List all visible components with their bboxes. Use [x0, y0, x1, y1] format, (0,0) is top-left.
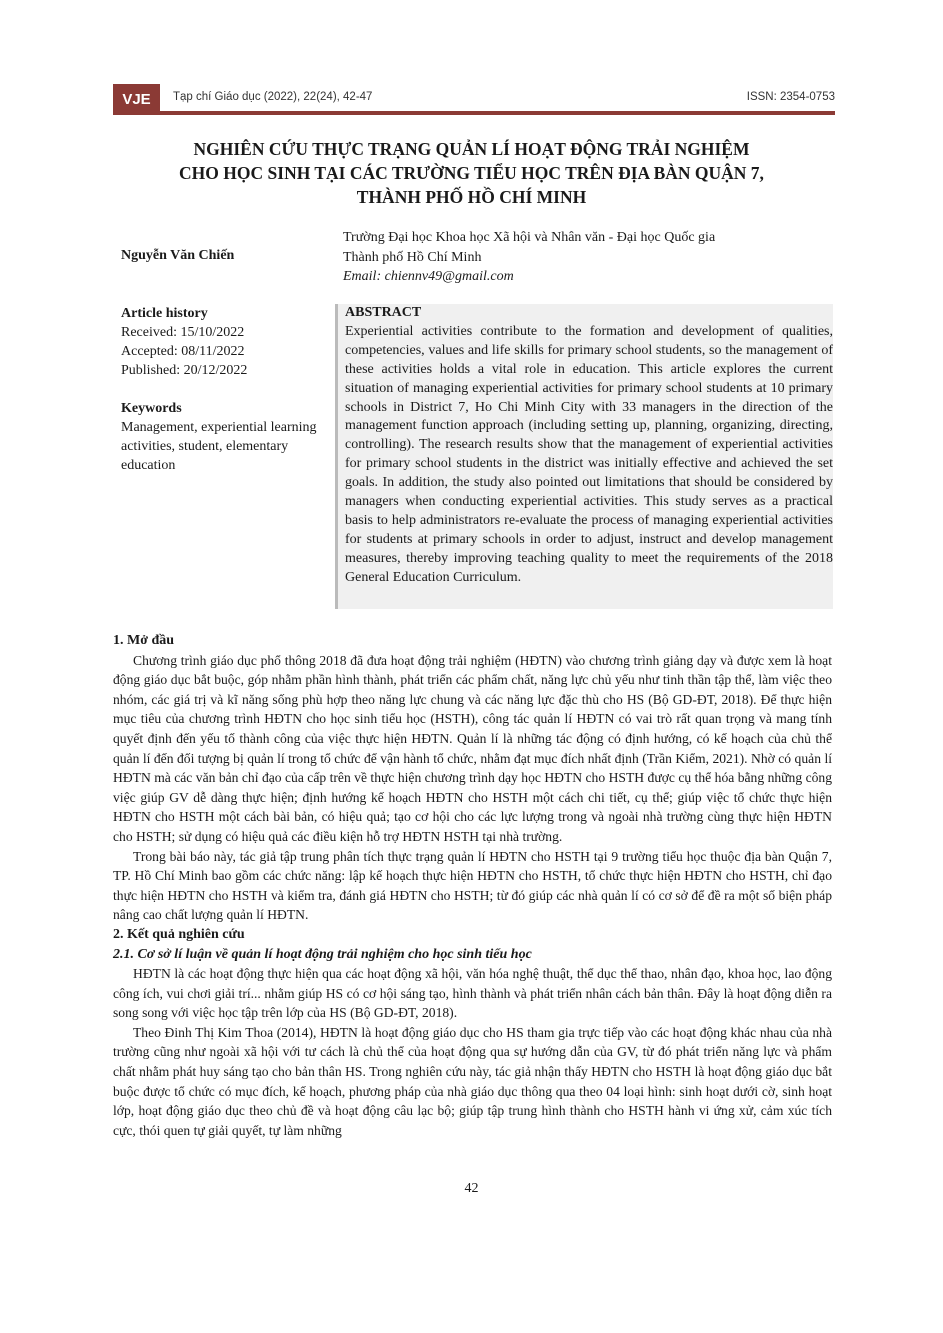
journal-logo: VJE — [113, 84, 160, 115]
keywords-text: Management, experiential learning activities, student, elementary education — [121, 420, 317, 473]
keywords-heading: Keywords — [121, 401, 182, 416]
title-line: THÀNH PHỐ HỒ CHÍ MINH — [356, 187, 587, 207]
affiliation — [343, 228, 715, 287]
author-name: Nguyễn Văn Chiến — [121, 248, 235, 263]
article-title — [100, 137, 843, 209]
section-heading: 2. Kết quả nghiên cứu — [113, 926, 245, 942]
subsection-heading: 2.1. Cơ sở lí luận về quản lí hoạt động trải nghiệm cho học sinh tiểu học — [113, 946, 532, 962]
history-heading: Article history — [121, 306, 208, 321]
affiliation-line: Trường Đại học Khoa học Xã hội và Nhân văn - Đại học Quốc gia — [343, 230, 716, 245]
author-email[interactable]: Email: chiennv49@gmail.com — [343, 269, 514, 284]
issn: ISSN: 2354-0753 — [746, 91, 835, 103]
published-date: Published: 20/12/2022 — [121, 363, 248, 378]
page-number: 42 — [464, 1181, 479, 1196]
affiliation-line: Thành phố Hồ Chí Minh — [343, 249, 482, 265]
journal-citation: Tạp chí Giáo dục (2022), 22(24), 42-47 — [173, 91, 373, 103]
paragraph: Theo Đinh Thị Kim Thoa (2014), HĐTN là hoạt động giáo dục cho HS tham gia trực tiếp vào các hoạt động khác nhau của nhà trường cũng như ngoài xã hội với tư cách là chủ thể của hoạt động qua sự hướng dẫn của GV, từ đó phát triển năng lực và phẩm chất nhằm phát huy sáng tạo cho bản thân HS. Trong nghiên cứu này, tác giả nhận thấy HĐTN cho HSTH là hoạt động giáo dục bắt buộc được tổ chức có mục đích, kế hoạch, phương pháp của nhà giáo dục thông qua theo 04 loại hình: sinh hoạt dưới cờ, sinh hoạt lớp, hoạt động giáo dục theo chủ đề và hoạt động câu lạc bộ; giúp tập trung hình thành cho HSTH hành vi ứng xử, cảm xúc tích cực, thói quen tự giải quyết, tự làm những — [113, 1024, 832, 1138]
article-body — [113, 631, 832, 1140]
abstract-heading: ABSTRACT — [345, 305, 422, 320]
title-line: CHO HỌC SINH TẠI CÁC TRƯỜNG TIỂU HỌC TRÊN ĐỊA BÀN QUẬN 7, — [179, 163, 764, 183]
article-meta — [121, 304, 321, 475]
accepted-date: Accepted: 08/11/2022 — [121, 344, 245, 359]
abstract-box — [335, 304, 833, 609]
title-line: NGHIÊN CỨU THỰC TRẠNG QUẢN LÍ HOẠT ĐỘNG TRẢI NGHIỆM — [193, 139, 750, 159]
paragraph: Chương trình giáo dục phổ thông 2018 đã đưa hoạt động trải nghiệm (HĐTN) vào chương trình giảng dạy và được xem là hoạt động giáo dục bắt buộc, góp nhằm phần hình thành, phát triển các phẩm chất, năng lực chủ yếu như tinh thần tập thể, làm việc theo nhóm, các giá trị và kĩ năng sống phù hợp theo năng lực chung và các năng lực đặc thù cho HS (Bộ GD-ĐT, 2018). Để thực hiện mục tiêu của chương trình HĐTN cho học sinh tiểu học (HSTH), công tác quản lí HĐTN có vai trò rất quan trọng và mang tính quyết định đến yếu tố thành công của việc thực hiện HĐTN. Quản lí là những tác động có định hướng, có kế hoạch của chủ thể quản lí đến đối tượng bị quản lí trong tổ chức để vận hành tổ chức, nhằm đạt mục đích nhất định (Trần Kiểm, 2021). Nhờ có quản lí HĐTN mà các văn bản chỉ đạo của cấp trên về thực hiện chương trình dạy học HĐTN cho HSTH được cụ thể hóa bằng những công việc giúp GV dễ dàng thực hiện; định hướng kế hoạch HĐTN cho HSTH một cách chi tiết, cụ thể; giúp việc tổ chức thực hiện HĐTN cho HSTH một cách bài bản, có hiệu quả; tạo cơ hội cho các lực lượng trong và ngoài nhà trường cùng thực hiện HĐTN cho HSTH; sử dụng có hiệu quả các điều kiện hỗ trợ HĐTN HSTH tại nhà trường. — [113, 652, 832, 844]
section-heading: 1. Mở đầu — [113, 633, 175, 648]
paragraph: HĐTN là các hoạt động thực hiện qua các hoạt động xã hội, văn hóa nghệ thuật, thể dục thể thao, nhân đạo, khoa học, lao động công ích, vui chơi giải trí... nhằm giúp HS có cơ hội sáng tạo, hình thành và phát triển nhân cách bản thân. Đây là hoạt động diễn ra song song với việc học tập trên lớp của HS (Bộ GD-ĐT, 2018). — [113, 966, 832, 1021]
received-date: Received: 15/10/2022 — [121, 325, 245, 340]
paragraph: Trong bài báo này, tác giả tập trung phân tích thực trạng quản lí HĐTN cho HSTH tại 9 trường tiểu học thuộc địa bàn Quận 7, TP. Hồ Chí Minh bao gồm các chức năng: lập kế hoạch thực hiện HĐTN cho HSTH, tổ chức thực hiện HĐTN cho HSTH, chỉ đạo thực hiện HĐTN cho HSTH và kiểm tra, đánh giá HĐTN cho HSTH; từ đó giúp các nhà quản lí có cơ sở để đề ra một số biện pháp nâng cao chất lượng quản lí HĐTN. — [113, 848, 832, 923]
abstract-text: Experiential activities contribute to the formation and development of qualities, competencies, values and life skills for primary school students, so the management of these activities holds a vital role in education. This article explores the current situation of managing experiential activities for primary school students at 10 primary schools in District 7, Ho Chi Minh City with 33 managers in the direction of the management function approach (including setting up, planning, organizing, directing, controlling). The research results show that the management of experiential activities for primary school students in the district was initially effective and achieved the set goals. In addition, the study also pointed out limitations that should be considered by managers when conducting experiential activities. This study serves as a practical basis to help administrators re-evaluate the process of managing experiential activities for students at primary schools in order to adjust, instruct and develop management measures, thereby improving teaching quality to meet the requirements of the 2018 General Education Curriculum. — [345, 323, 833, 585]
journal-header — [113, 84, 835, 115]
